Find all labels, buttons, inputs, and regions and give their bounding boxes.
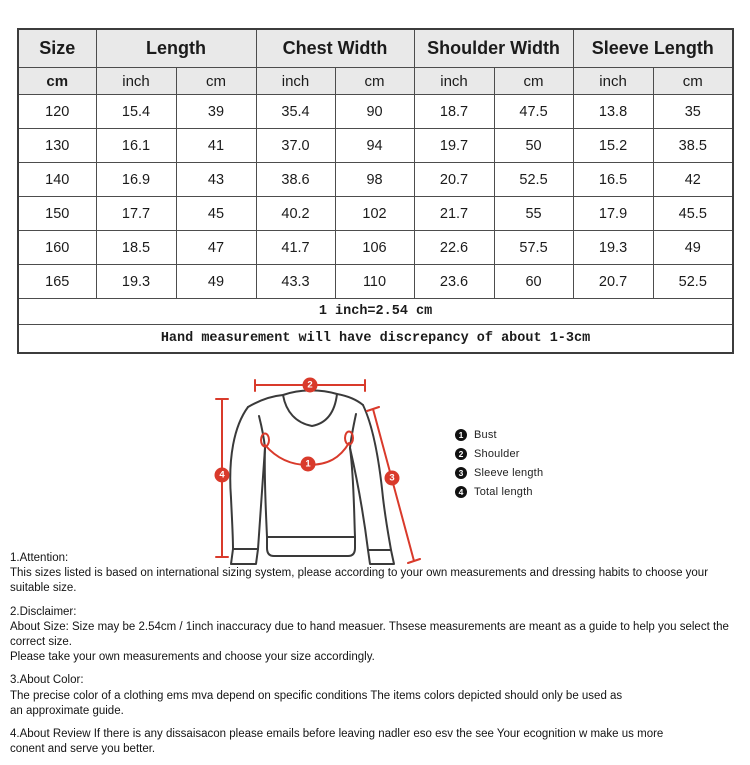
table-cell: 22.6 xyxy=(414,231,494,265)
table-cell: 19.3 xyxy=(573,231,653,265)
table-cell: 35 xyxy=(653,95,733,129)
table-cell: 130 xyxy=(18,129,96,163)
disclaimer-paragraph xyxy=(10,605,742,666)
disclaimer-title: 2.Disclaimer: xyxy=(10,605,77,618)
table-cell: 37.0 xyxy=(256,129,335,163)
legend-label: Total length xyxy=(474,486,533,498)
size-table-body xyxy=(18,95,733,299)
legend-label: Shoulder xyxy=(474,448,520,460)
about-review-paragraph xyxy=(10,727,742,757)
table-cell: 39 xyxy=(176,95,256,129)
table-cell: 106 xyxy=(335,231,414,265)
table-cell: 102 xyxy=(335,197,414,231)
legend-item xyxy=(455,467,543,479)
table-cell: 41.7 xyxy=(256,231,335,265)
callout-2: 2 xyxy=(307,379,313,391)
attention-title: 1.Attention: xyxy=(10,552,69,564)
header-sleeve-length: Sleeve Length xyxy=(573,29,733,68)
table-row xyxy=(18,231,733,265)
table-row xyxy=(18,129,733,163)
table-cell: 49 xyxy=(176,265,256,299)
table-cell: 47.5 xyxy=(494,95,573,129)
table-cell: 57.5 xyxy=(494,231,573,265)
attention-paragraph xyxy=(10,551,742,597)
table-header-row xyxy=(18,29,733,68)
disclaimer-line2: Please take your own measurements and choose your size accordingly. xyxy=(10,651,375,664)
table-cell: 60 xyxy=(494,265,573,299)
table-cell: 16.1 xyxy=(96,129,176,163)
unit-cell: inch xyxy=(256,68,335,95)
header-shoulder-width: Shoulder Width xyxy=(414,29,573,68)
table-cell: 110 xyxy=(335,265,414,299)
about-color-line1: The precise color of a clothing ems mva depend on specific conditions The items colors depicted should only be used as xyxy=(10,689,623,702)
table-units-row xyxy=(18,68,733,95)
discrepancy-note-row xyxy=(18,325,733,354)
table-cell: 35.4 xyxy=(256,95,335,129)
unit-cell: cm xyxy=(18,68,96,95)
legend-number-icon: 2 xyxy=(455,448,467,460)
header-size: Size xyxy=(18,29,96,68)
about-review-line2: conent and serve you better. xyxy=(10,743,156,756)
legend-label: Bust xyxy=(474,429,497,441)
attention-body: This sizes listed is based on international sizing system, please according to your own measurements and dressing habits to choose your suitable size. xyxy=(10,567,709,595)
table-cell: 52.5 xyxy=(653,265,733,299)
table-cell: 15.4 xyxy=(96,95,176,129)
table-cell: 43 xyxy=(176,163,256,197)
table-cell: 90 xyxy=(335,95,414,129)
sweater-outline xyxy=(230,390,394,564)
table-cell: 160 xyxy=(18,231,96,265)
table-cell: 50 xyxy=(494,129,573,163)
table-cell: 40.2 xyxy=(256,197,335,231)
callout-3: 3 xyxy=(389,472,395,484)
table-row xyxy=(18,265,733,299)
table-cell: 20.7 xyxy=(573,265,653,299)
table-cell: 52.5 xyxy=(494,163,573,197)
table-cell: 20.7 xyxy=(414,163,494,197)
table-cell: 150 xyxy=(18,197,96,231)
table-cell: 98 xyxy=(335,163,414,197)
table-cell: 38.5 xyxy=(653,129,733,163)
table-cell: 140 xyxy=(18,163,96,197)
legend-item xyxy=(455,448,543,460)
table-cell: 45.5 xyxy=(653,197,733,231)
table-cell: 17.9 xyxy=(573,197,653,231)
table-cell: 38.6 xyxy=(256,163,335,197)
table-cell: 23.6 xyxy=(414,265,494,299)
size-chart-table xyxy=(17,28,734,354)
header-length: Length xyxy=(96,29,256,68)
table-cell: 16.9 xyxy=(96,163,176,197)
table-cell: 45 xyxy=(176,197,256,231)
header-chest-width: Chest Width xyxy=(256,29,414,68)
table-cell: 16.5 xyxy=(573,163,653,197)
table-cell: 15.2 xyxy=(573,129,653,163)
about-review-line1: 4.About Review If there is any dissaisacon please emails before leaving nadler eso esv the see Your ecognition w make us more xyxy=(10,728,664,741)
unit-cell: cm xyxy=(494,68,573,95)
legend-item xyxy=(455,486,543,498)
about-color-paragraph xyxy=(10,673,742,719)
table-cell: 17.7 xyxy=(96,197,176,231)
table-cell: 18.5 xyxy=(96,231,176,265)
table-row xyxy=(18,163,733,197)
unit-cell: cm xyxy=(653,68,733,95)
table-cell: 47 xyxy=(176,231,256,265)
conversion-note: 1 inch=2.54 cm xyxy=(18,299,733,325)
unit-cell: cm xyxy=(335,68,414,95)
notes-section xyxy=(10,551,742,765)
table-cell: 42 xyxy=(653,163,733,197)
conversion-note-row xyxy=(18,299,733,325)
table-row xyxy=(18,95,733,129)
table-cell: 19.7 xyxy=(414,129,494,163)
table-cell: 18.7 xyxy=(414,95,494,129)
unit-cell: inch xyxy=(96,68,176,95)
legend-number-icon: 3 xyxy=(455,467,467,479)
table-cell: 43.3 xyxy=(256,265,335,299)
diagram-legend xyxy=(455,429,543,505)
unit-cell: inch xyxy=(414,68,494,95)
table-cell: 13.8 xyxy=(573,95,653,129)
legend-item xyxy=(455,429,543,441)
callout-4: 4 xyxy=(219,469,225,481)
callout-1: 1 xyxy=(305,458,311,470)
legend-number-icon: 1 xyxy=(455,429,467,441)
table-cell: 165 xyxy=(18,265,96,299)
discrepancy-note: Hand measurement will have discrepancy of about 1-3cm xyxy=(18,325,733,354)
unit-cell: cm xyxy=(176,68,256,95)
table-cell: 120 xyxy=(18,95,96,129)
table-cell: 41 xyxy=(176,129,256,163)
unit-cell: inch xyxy=(573,68,653,95)
legend-number-icon: 4 xyxy=(455,486,467,498)
table-cell: 21.7 xyxy=(414,197,494,231)
table-cell: 55 xyxy=(494,197,573,231)
table-cell: 94 xyxy=(335,129,414,163)
table-cell: 19.3 xyxy=(96,265,176,299)
disclaimer-line1: About Size: Size may be 2.54cm / 1inch inaccuracy due to hand measuer. Thsese measurements are meant as a guide to help you select the correct size. xyxy=(10,620,729,649)
about-color-line2: an approximate guide. xyxy=(10,704,124,717)
table-cell: 49 xyxy=(653,231,733,265)
legend-label: Sleeve length xyxy=(474,467,544,479)
table-row xyxy=(18,197,733,231)
about-color-title: 3.About Color: xyxy=(10,674,84,687)
